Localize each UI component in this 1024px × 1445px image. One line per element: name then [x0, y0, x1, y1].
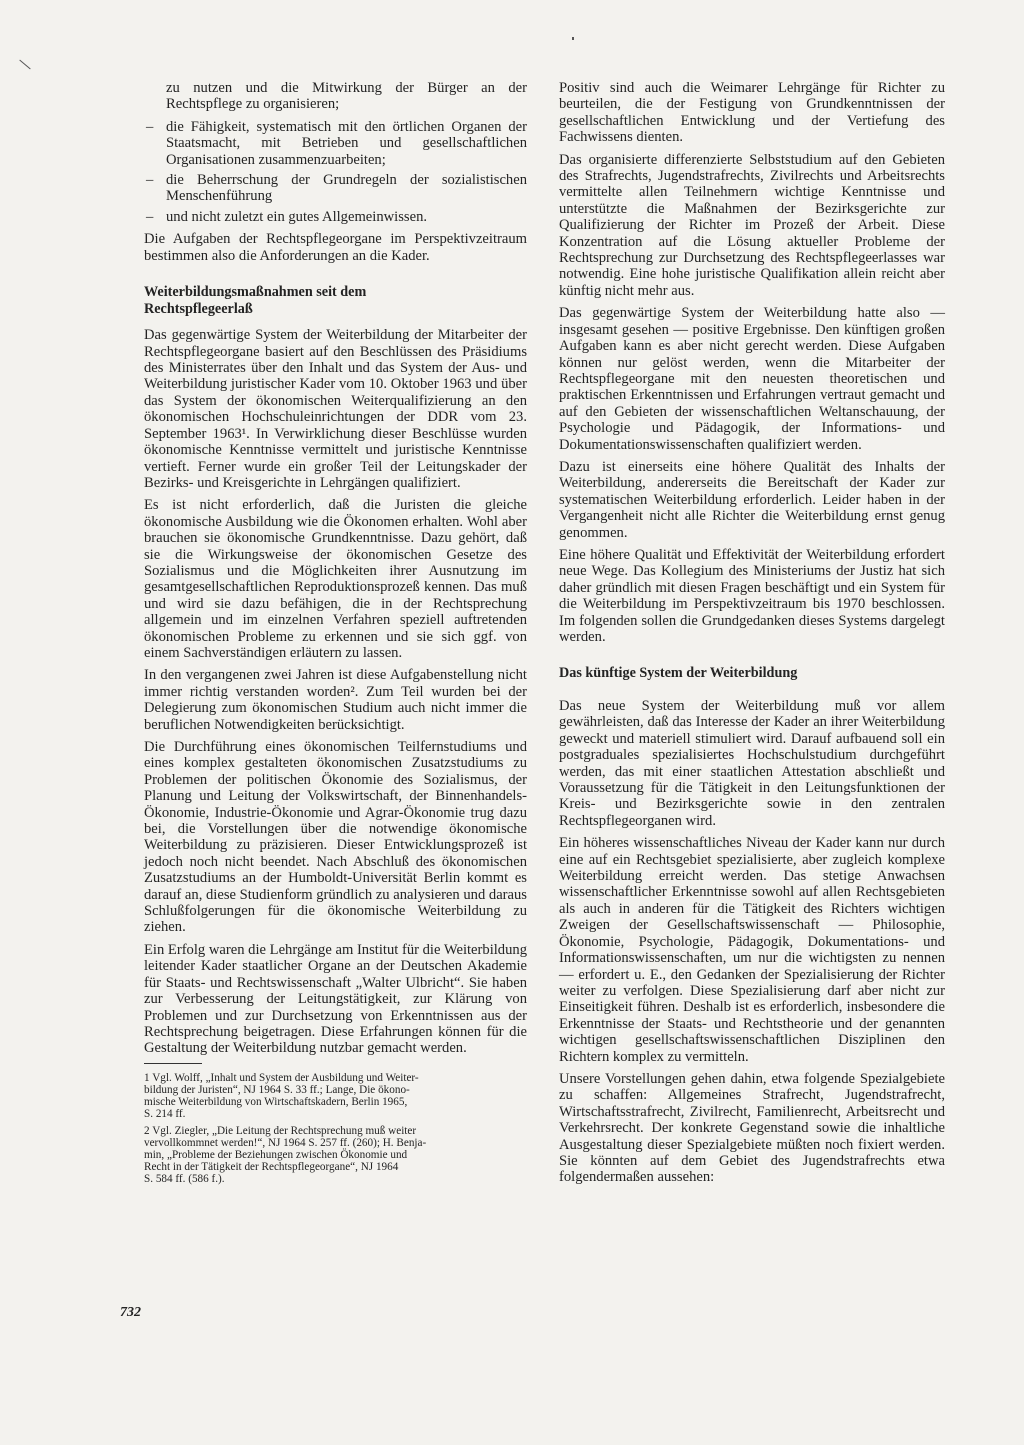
page-number: 732	[120, 1305, 141, 1320]
section-heading-kuenftiges-system: Das künftige System der Weiterbildung	[559, 665, 798, 682]
section-heading-weiterbildungsmassnahmen	[144, 284, 527, 317]
intro-continuation: zu nutzen und die Mitwirkung der Bürger an der Rechtspflege zu organisieren;	[166, 80, 527, 113]
list-item: – und nicht zuletzt ein gutes Allgemeinwissen.	[144, 209, 527, 225]
scan-dot	[572, 37, 574, 40]
paragraph: Das gegenwärtige System der Weiterbildung der Mitarbeiter der Rechtspflegeorgane basiert auf den Beschlüssen des Präsidiums des Ministerrates über den Inhalt und das System der Aus- und Weiterbildung juristischer Kader vom 10. Oktober 1963 und über das System der ökonomischen Weiterqualifizierung an den ökonomischen Hochschuleinrichtungen der DDR vom 23. September 1963¹. In Verwirklichung dieser Beschlüsse wurden ökonomische Kenntnisse vermittelt und juristische Kenntnisse vertieft. Ferner wurde ein großer Teil der Leitungskader der Bezirks- und Kreisgerichte in Lehrgängen qualifiziert.	[144, 327, 527, 491]
footnote-line: mische Weiterbildung von Wirtschaftskadern, Berlin 1965,	[144, 1096, 408, 1109]
footnote-2	[144, 1125, 527, 1186]
footnote-line: 2 Vgl. Ziegler, „Die Leitung der Rechtsprechung muß weiter	[144, 1124, 417, 1137]
footnote-line: vervollkommnet werden!“, NJ 1964 S. 257 ff. (260); H. Benja-	[144, 1136, 427, 1149]
heading-line: Weiterbildungsmaßnahmen seit dem	[144, 284, 367, 301]
footnote-line: Recht in der Tätigkeit der Rechtspflegeorgane“, NJ 1964	[144, 1161, 399, 1174]
paragraph: Ein Erfolg waren die Lehrgänge am Institut für die Weiterbildung leitender Kader staatlicher Organe an der Deutschen Akademie für Staats- und Rechtswissenschaft „Walter Ulbricht“. Sie haben zur Verbesserung der Leitungstätigkeit, zur Klärung von Problemen und zur Durchsetzung von Erkenntnissen aus der Rechtsprechung beigetragen. Diese Erfahrungen können für die Gestaltung der Weiterbildung nutzbar gemacht werden.	[144, 941, 527, 1057]
left-column	[144, 80, 527, 1190]
footnote-divider	[144, 1063, 202, 1064]
footnote-line: S. 584 ff. (586 f.).	[144, 1173, 225, 1186]
paragraph-aufgaben: Die Aufgaben der Rechtspflegeorgane im Perspektivzeitraum bestimmen also die Anforderungen an die Kader.	[144, 231, 527, 264]
footnote-line: 1 Vgl. Wolff, „Inhalt und System der Ausbildung und Weiter-	[144, 1071, 419, 1084]
footnote-line: S. 214 ff.	[144, 1108, 186, 1121]
footnote-1	[144, 1072, 527, 1121]
requirements-list	[144, 119, 527, 225]
list-item: – die Fähigkeit, systematisch mit den örtlichen Organen der Staatsmacht, mit Betrieben und gesellschaftlichen Organisationen zusammenzuarbeiten;	[144, 119, 527, 168]
paragraph: Das organisierte differenzierte Selbststudium auf den Gebieten des Strafrechts, Jugendstrafrechts, Zivilrechts und Arbeitsrechts vermittelte allen Teilnehmern wichtige Kenntnisse und unterstützte die Maßnahmen der Bezirksgerichte zur Qualifizierung der Richter im Prozeß der Arbeit. Diese Konzentration auf die Lösung aktueller Probleme der Rechtsprechung zur Durchsetzung des Rechtspflegeerlasses war notwendig. Eine hohe juristische Qualifikation allein reicht aber künftig nicht mehr aus.	[559, 151, 945, 299]
paragraph: Das neue System der Weiterbildung muß vor allem gewährleisten, daß das Interesse der Kader an ihrer Weiterbildung geweckt und materiell stimuliert wird. Darauf aufbauend soll ein postgraduales spezialisiertes Hochschulstudium durchgeführt werden, das mit einer staatlichen Attestation abschließt und Voraussetzung für die Tätigkeit in den Leitungsfunktionen der Kreis- und Bezirksgerichte sowie in den zentralen Rechtspflegeorganen wird.	[559, 698, 945, 829]
paragraph: Dazu ist einerseits eine höhere Qualität des Inhalts der Weiterbildung, andererseits die Bereitschaft der Kader zur systematischen Weiterbildung erforderlich. Leider haben in der Vergangenheit nicht alle Richter die Weiterbildung ernst genug genommen.	[559, 458, 945, 541]
paragraph: In den vergangenen zwei Jahren ist diese Aufgabenstellung nicht immer richtig verstanden worden². Zum Teil wurden bei der Delegierung zum ökonomischen Studium auch nicht immer die beruflichen Notwendigkeiten berücksichtigt.	[144, 667, 527, 733]
paragraph: Ein höheres wissenschaftliches Niveau der Kader kann nur durch eine auf ein Rechtsgebiet spezialisierte, aber zugleich komplexe Weiterbildung erreicht werden. Das stetige Anwachsen wissenschaftlicher Erkenntnisse sowohl auf allen Rechtsgebieten als auch in anderen für die Tätigkeit des Richters wichtigen Zweigen der Gesellschaftswissenschaft — Philosophie, Ökonomie, Psychologie, Pädagogik, Dokumentations- und Informationswissenschaften, um nur die wichtigsten zu nennen — erfordert u. E., den Gedanken der Spezialisierung der Richter weiter zu verfolgen. Diese Spezialisierung darf aber nicht zur Einseitigkeit führen. Deshalb ist es erforderlich, insbesondere die Erkenntnisse der Staats- und Rechtstheorie und der genannten wichtigen gesellschaftswissenschaftlichen Disziplinen den Richtern komplex zu vermitteln.	[559, 835, 945, 1065]
paragraph: Eine höhere Qualität und Effektivität der Weiterbildung erfordert neue Wege. Das Kollegium des Ministeriums der Justiz hat sich daher gründlich mit diesen Fragen beschäftigt und ein System für die Weiterbildung im Perspektivzeitraum bis 1970 beschlossen. Im folgenden sollen die Grundgedanken dieses Systems dargelegt werden.	[559, 546, 945, 645]
paragraph: Positiv sind auch die Weimarer Lehrgänge für Richter zu beurteilen, die der Festigung von Grundkenntnissen der gesellschaftlichen Entwicklung und der Vertiefung des Fachwissens dienten.	[559, 80, 945, 146]
list-item: – die Beherrschung der Grundregeln der sozialistischen Menschenführung	[144, 172, 527, 205]
footnote-line: bildung der Juristen“, NJ 1964 S. 33 ff.; Lange, Die ökono-	[144, 1083, 410, 1096]
paragraph: Das gegenwärtige System der Weiterbildung hatte also — insgesamt gesehen — positive Ergebnisse. Den künftigen großen Aufgaben kann es aber nicht gerecht werden. Diese Aufgaben können nur gelöst werden, wenn die Mitarbeiter der Rechtspflegeorgane mit den neuesten theoretischen und praktischen Erkenntnissen und Erfahrungen vertraut gemacht und auf den Gebieten der wissenschaftlichen Weltanschauung, der Psychologie und Pädagogik, der Informations- und Dokumentationswissenschaften qualifiziert werden.	[559, 305, 945, 453]
paragraph: Unsere Vorstellungen gehen dahin, etwa folgende Spezialgebiete zu schaffen: Allgemeines Strafrecht, Jugendstrafrecht, Wirtschaftsstrafrecht, Zivilrecht, Familienrecht, Arbeitsrecht und Verkehrsrecht. Der konkrete Gegenstand sowie die inhaltliche Ausgestaltung dieser Spezialgebiete müßten noch fixiert werden. Sie könnten auf dem Gebiet des Jugendstrafrechts etwa folgendermaßen aussehen:	[559, 1070, 945, 1186]
footnote-line: min, „Probleme der Beziehungen zwischen Ökonomie und	[144, 1148, 408, 1161]
paragraph: Die Durchführung eines ökonomischen Teilfernstudiums und eines komplex gestalteten ökonomischen Zusatzstudiums zu Problemen der politischen Ökonomie des Sozialismus, der Planung und Leitung der Volkswirtschaft, der Binnenhandels-Ökonomie, Industrie-Ökonomie und Agrar-Ökonomie trug dazu bei, die Vorstellungen über die notwendige ökonomische Weiterbildung zu präzisieren. Dieser Entwicklungsprozeß ist jedoch noch nicht beendet. Nach Abschluß des ökonomischen Zusatzstudiums an der Humboldt-Universität Berlin kommt es darauf an, diese Studienform gründlich zu analysieren und daraus Schlußfolgerungen für die ökonomische Weiterbildung zu ziehen.	[144, 739, 527, 936]
scan-mark	[19, 60, 30, 70]
right-column	[559, 80, 945, 1192]
paragraph: Es ist nicht erforderlich, daß die Juristen die gleiche ökonomische Ausbildung wie die Ökonomen erhalten. Wohl aber brauchen sie ökonomische Grundkenntnisse. Dazu gehört, daß sie die Wirkungsweise der ökonomischen Gesetze des Sozialismus und die Möglichkeiten ihrer Ausnutzung im gesamtgesellschaftlichen Reproduktionsprozeß kennen. Das muß und wird sie dazu befähigen, die in der Rechtsprechung allgemein und im einzelnen Verfahren speziell auftretenden ökonomischen Probleme zu erkennen und sie sich ggf. von einem Sachverständigen erläutern zu lassen.	[144, 497, 527, 661]
heading-line: Rechtspflegeerlaß	[144, 300, 253, 317]
